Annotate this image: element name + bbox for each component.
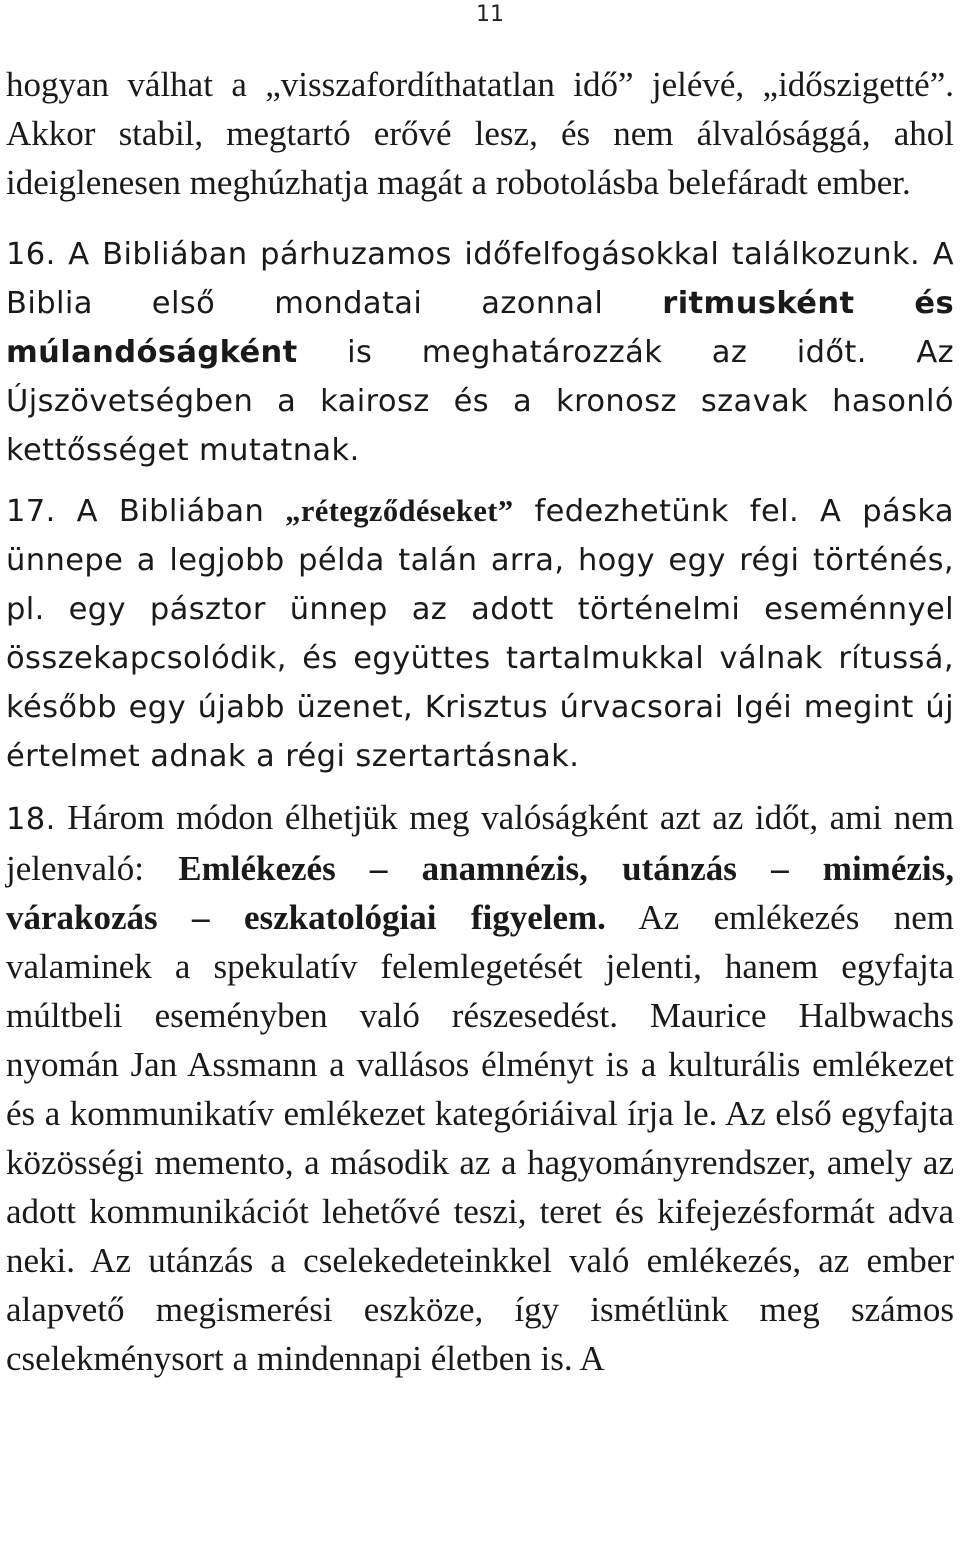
paragraph-number: 17.: [6, 494, 56, 529]
paragraph-16: [6, 230, 954, 475]
paragraph-text: A Bibliában párhuzamos időfelfogásokkal találkozunk. A Biblia első mondatai azonnal: [6, 237, 954, 321]
paragraph-continuation: hogyan válhat a „visszafordíthatatlan idő” jelévé, „időszigetté”. Akkor stabil, megtartó erővé lesz, és nem álvalósággá, ahol ideiglenesen meghúzhatja magát a robotolásba belefáradt ember.: [6, 65, 954, 202]
paragraph-17: [6, 487, 954, 781]
document-body: [6, 60, 954, 1395]
paragraph-number: 18.: [6, 802, 56, 837]
page-number: 11: [476, 2, 504, 27]
bold-phrase: Emlékezés – anamnézis, utánzás – mimézis, várakozás – eszkatológiai figyelem.: [6, 849, 954, 937]
bold-phrase: „rétegződéseket”: [285, 494, 514, 528]
paragraph-number: 16.: [6, 237, 56, 272]
paragraph-text: Három módon élhetjük meg valóságként azt az időt, ami nem jelenvaló:: [6, 798, 954, 888]
bold-phrase: ritmusként és múlandóságként: [6, 286, 954, 370]
paragraph-text: is meghatározzák az időt. Az Újszövetségben a kairosz és a kronosz szavak hasonló kettősséget mutatnak.: [6, 335, 954, 468]
paragraph-text: Az emlékezés nem valaminek a spekulatív felemlegetését jelenti, hanem egyfajta múltbeli eseményben való részesedést. Maurice Halbwachs nyomán Jan Assmann a vallásos élményt is a kulturális emlékezet és a kommunikatív emlékezet kategóriáival írja le. Az első egyfajta közösségi memento, a második az a hagyományrendszer, amely az adott kommunikációt lehetővé teszi, teret és kifejezésformát adva neki. Az utánzás a cselekedeteinkkel való emlékezés, az ember alapvető megismerési eszköze, így ismétlünk meg számos cselekménysort a mindennapi életben is. A: [6, 898, 954, 1378]
paragraph-18: [6, 793, 954, 1383]
paragraph-text: fedezhetünk fel. A páska ünnepe a legjobb példa talán arra, hogy egy régi történés, pl. egy pásztor ünnep az adott történelmi eseménnyel összekapcsolódik, és együttes tartalmukkal válnak rítussá, később egy újabb üzenet, Krisztus úrvacsorai Igéi megint új értelmet adnak a régi szertartásnak.: [6, 494, 954, 774]
paragraph-text: A Bibliában: [55, 494, 286, 529]
